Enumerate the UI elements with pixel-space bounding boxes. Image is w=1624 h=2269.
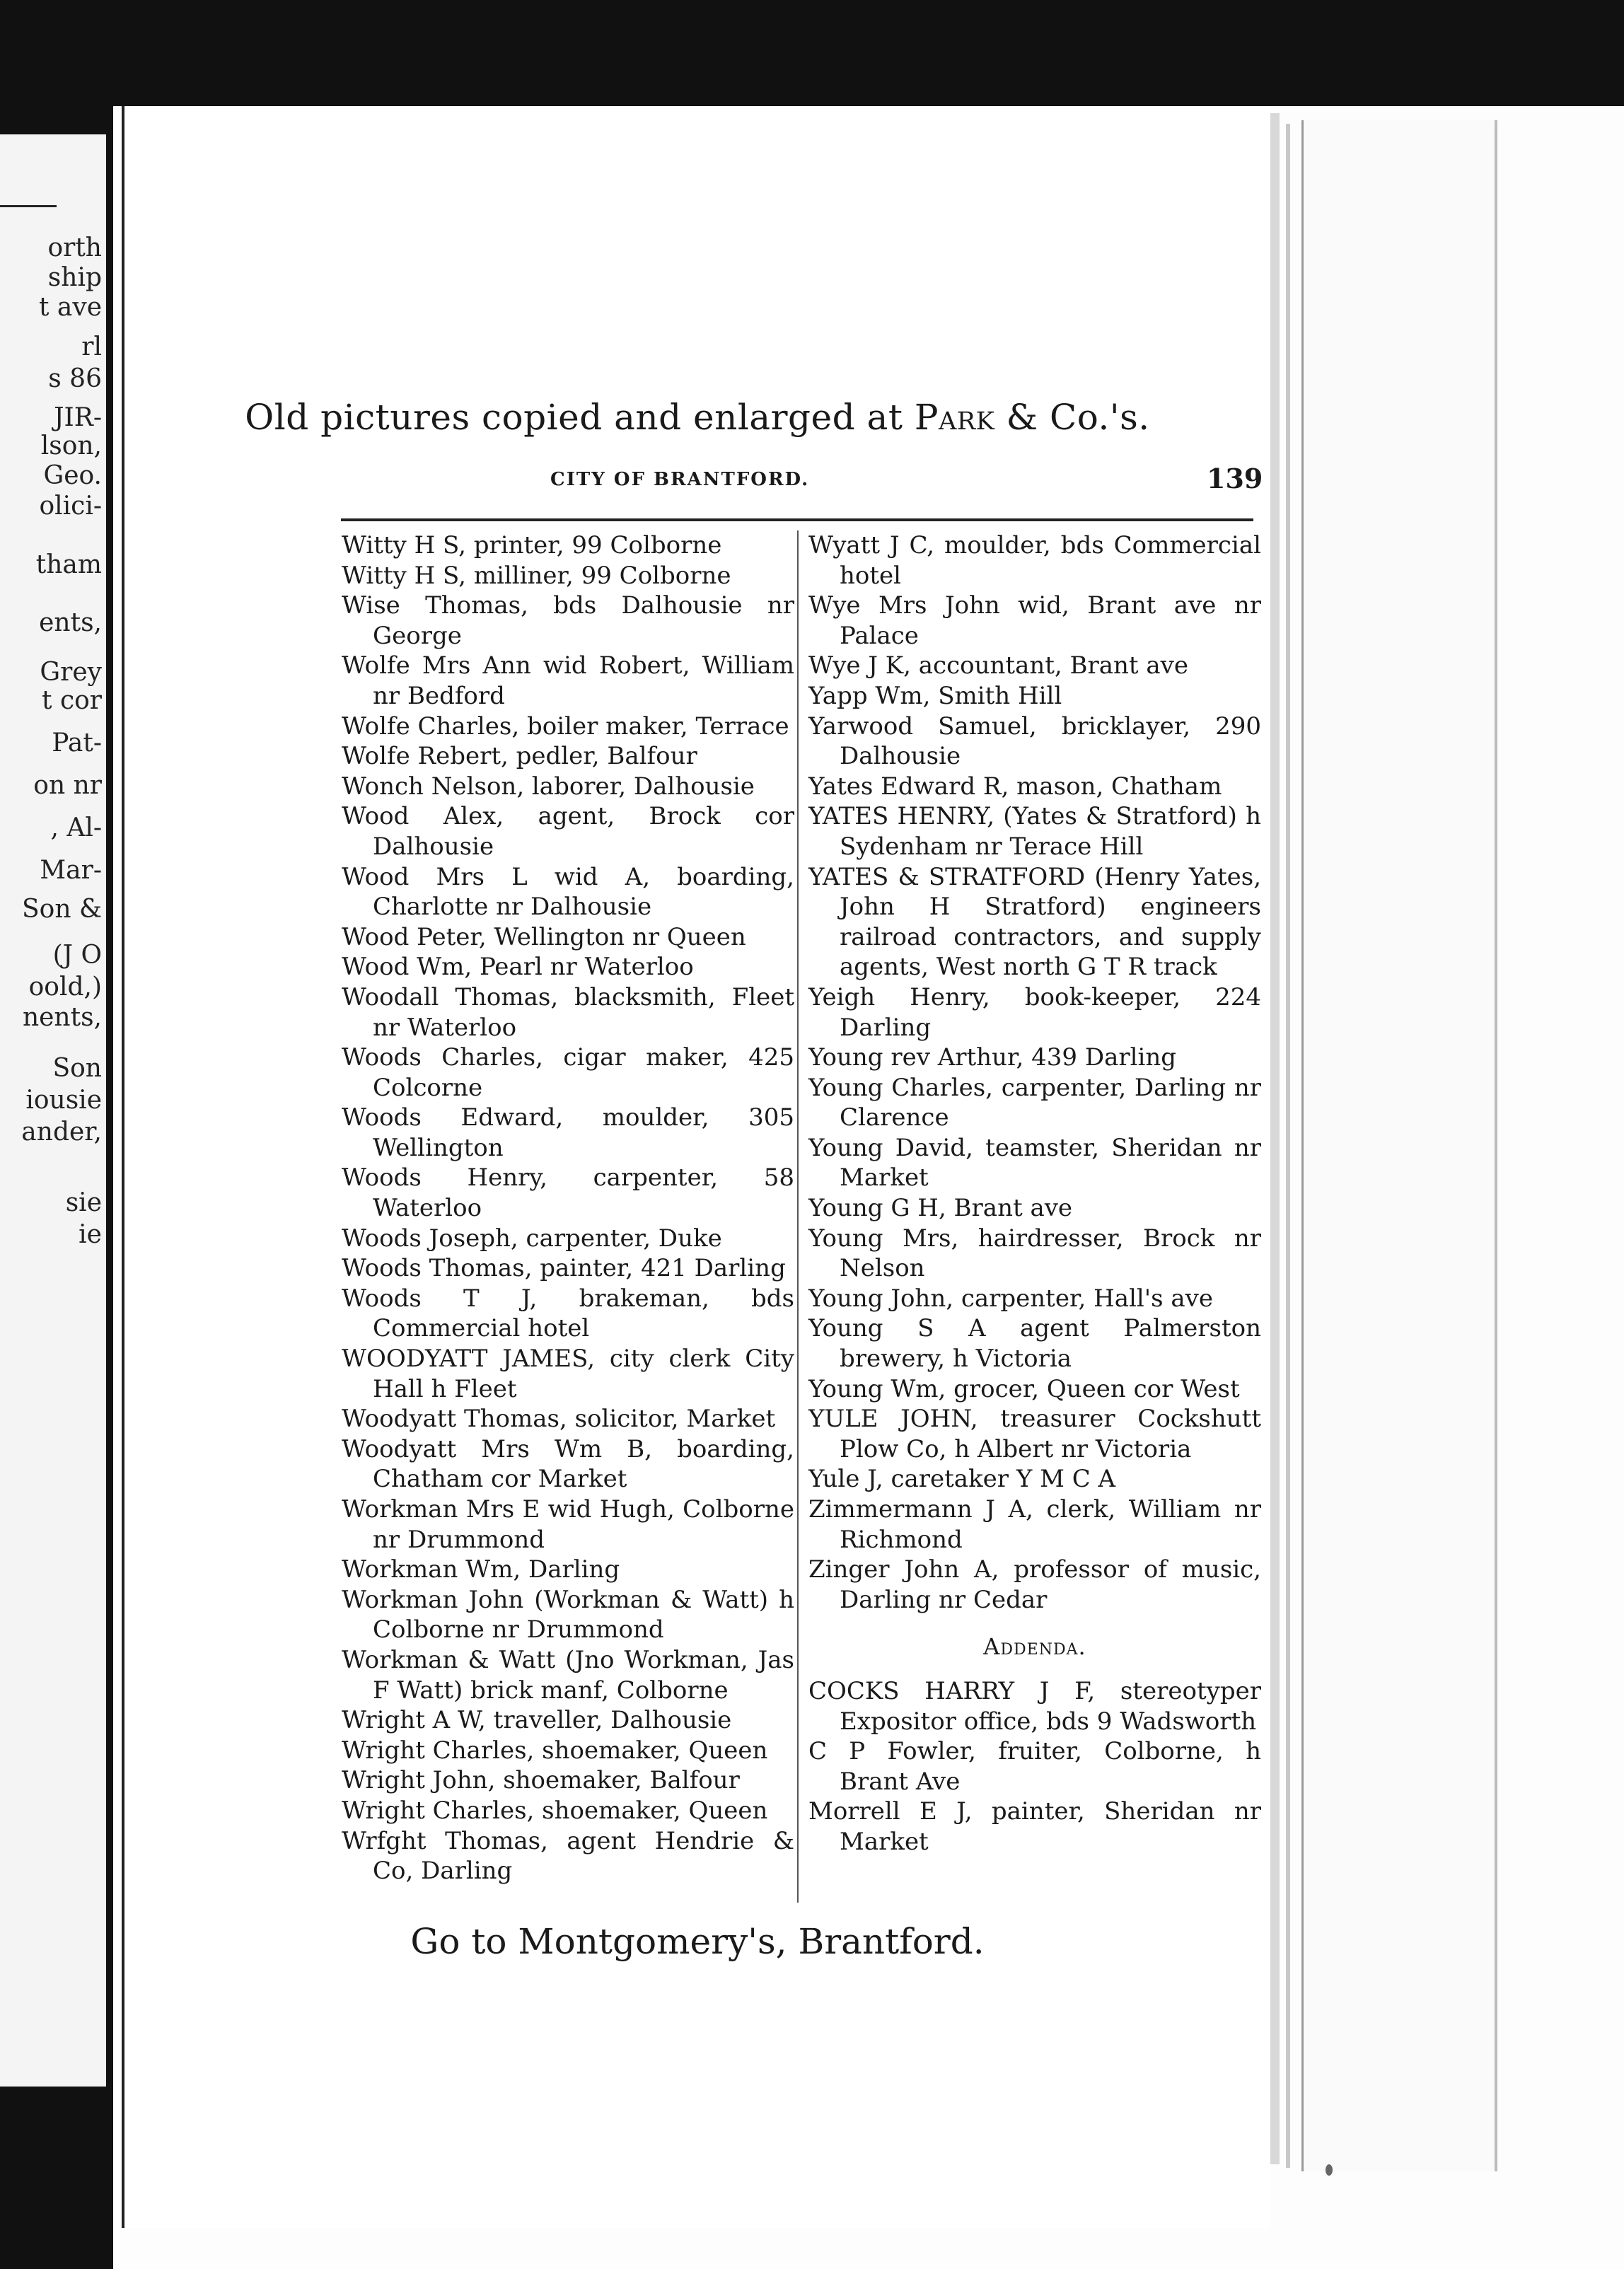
directory-entry: WOODYATT JAMES, city clerk City Hall h Fleet <box>342 1345 794 1403</box>
directory-entry: Wye Mrs John wid, Brant ave nr Palace <box>808 591 1261 650</box>
page-fragment-text: Son & <box>21 895 102 924</box>
directory-entry: Woodyatt Thomas, solicitor, Market <box>342 1405 776 1434</box>
directory-entry: Wright Charles, shoemaker, Queen <box>342 1736 768 1765</box>
directory-entry: Wrfght Thomas, agent Hendrie & Co, Darling <box>342 1826 794 1886</box>
page-fragment-text: iousie <box>25 1086 102 1115</box>
directory-entry: Wood Mrs L wid A, boarding, Charlotte nr Dalhousie <box>342 862 794 922</box>
directory-entry: Young Mrs, hairdresser, Brock nr Nelson <box>808 1224 1261 1283</box>
directory-entry: Wye J K, accountant, Brant ave <box>808 651 1188 680</box>
page-fragment-text: ie <box>79 1220 102 1249</box>
page-fragment-text: JIR- <box>54 403 102 432</box>
directory-entry: Wood Peter, Wellington nr Queen <box>342 922 746 951</box>
page-fragment-text: lson, <box>40 431 102 460</box>
adjacent-page-fragment <box>0 134 106 2087</box>
addenda-heading: Addenda. <box>983 1633 1086 1661</box>
directory-entry: Wolfe Charles, boiler maker, Terrace <box>342 712 789 741</box>
directory-entry: Young rev Arthur, 439 Darling <box>808 1043 1177 1072</box>
page-fragment-text: Pat- <box>52 729 102 758</box>
directory-entry: Yarwood Samuel, bricklayer, 290 Dalhousie <box>808 712 1261 771</box>
directory-entry: Workman Wm, Darling <box>342 1555 620 1584</box>
page-fragment-text: ander, <box>21 1118 102 1147</box>
directory-entry: Wise Thomas, bds Dalhousie nr George <box>342 591 794 650</box>
directory-entry: Wright Charles, shoemaker, Queen <box>342 1796 768 1825</box>
directory-entry: Yapp Wm, Smith Hill <box>808 681 1062 710</box>
next-page-edge <box>1301 120 1497 2171</box>
header-advertisement <box>124 397 1270 438</box>
directory-entry: Wood Wm, Pearl nr Waterloo <box>342 953 694 982</box>
left-column <box>342 530 794 1886</box>
directory-entry: Workman & Watt (Jno Workman, Jas F Watt) brick manf, Colborne <box>342 1645 794 1705</box>
directory-entry: Wood Alex, agent, Brock cor Dalhousie <box>342 802 794 861</box>
page-fragment-text: t cor <box>42 686 102 715</box>
directory-entry: Yates Edward R, mason, Chatham <box>808 772 1222 801</box>
directory-entry: Woods Joseph, carpenter, Duke <box>342 1224 722 1253</box>
directory-entry: Witty H S, milliner, 99 Colborne <box>342 561 731 590</box>
directory-entry: Wolfe Rebert, pedler, Balfour <box>342 742 697 771</box>
column-divider <box>797 530 799 1903</box>
directory-entry: Workman John (Workman & Watt) h Colborne nr Drummond <box>342 1585 794 1644</box>
directory-entry: Woods Thomas, painter, 421 Darling <box>342 1254 786 1283</box>
page-fragment-text: , Al- <box>50 813 102 842</box>
directory-entry: COCKS HARRY J F, stereotyper Expositor office, bds 9 Wadsworth <box>808 1676 1261 1736</box>
page-fragment-text: tham <box>35 550 102 579</box>
page-fragment-text: olici- <box>39 492 102 521</box>
directory-entry: Yule J, caretaker Y M C A <box>808 1465 1116 1494</box>
directory-entry: Workman Mrs E wid Hugh, Colborne nr Drummond <box>342 1495 794 1554</box>
ad-firm: Park <box>914 397 995 438</box>
directory-entry: Wolfe Mrs Ann wid Robert, William nr Bedford <box>342 651 794 710</box>
page-edge <box>1286 124 1290 2168</box>
directory-entry: Yeigh Henry, book-keeper, 224 Darling <box>808 982 1261 1042</box>
directory-entry: Young David, teamster, Sheridan nr Market <box>808 1133 1261 1192</box>
directory-entry: Young John, carpenter, Hall's ave <box>808 1284 1213 1313</box>
page-fragment-text: Son <box>52 1054 102 1083</box>
ad-suffix: & Co.'s. <box>994 397 1150 438</box>
directory-entry: Young G H, Brant ave <box>808 1194 1073 1223</box>
page-fragment-text: Grey <box>40 658 102 687</box>
footer-advertisement: Go to Montgomery's, Brantford. <box>410 1921 985 1962</box>
directory-entry: YATES HENRY, (Yates & Stratford) h Sydenham nr Terace Hill <box>808 802 1261 861</box>
right-column <box>808 530 1261 1857</box>
page-fragment-text: t ave <box>38 293 102 322</box>
fragment-rule <box>0 205 57 207</box>
page-fragment-text: ship <box>47 263 102 292</box>
directory-page <box>122 106 1270 2228</box>
page-edge <box>1270 113 1280 2164</box>
page-fragment-text: s 86 <box>48 364 102 393</box>
directory-entry: Woods Edward, moulder, 305 Wellington <box>342 1103 794 1162</box>
page-fragment-text: orth <box>47 233 102 262</box>
directory-entry: Woods T J, brakeman, bds Commercial hotel <box>342 1284 794 1343</box>
ad-prefix: Old pictures copied and enlarged at <box>245 397 915 438</box>
directory-entry: Zimmermann J A, clerk, William nr Richmond <box>808 1495 1261 1554</box>
directory-entry: Young Charles, carpenter, Darling nr Clarence <box>808 1073 1261 1132</box>
page-fragment-text: Geo. <box>43 461 102 490</box>
page-fragment-text: (J O <box>52 941 102 970</box>
page-fragment-text: rl <box>81 332 102 361</box>
directory-entry: Wonch Nelson, laborer, Dalhousie <box>342 772 755 801</box>
directory-entry: Woodyatt Mrs Wm B, boarding, Chatham cor Market <box>342 1434 794 1494</box>
ink-mark <box>1326 2164 1333 2176</box>
directory-entry: C P Fowler, fruiter, Colborne, h Brant Ave <box>808 1737 1261 1796</box>
directory-entry: Wyatt J C, moulder, bds Commercial hotel <box>808 531 1261 590</box>
directory-entry: YATES & STRATFORD (Henry Yates, John H Stratford) engineers railroad contractors, and supply agents, West north G T R track <box>808 862 1261 982</box>
directory-entry: Morrell E J, painter, Sheridan nr Market <box>808 1797 1261 1856</box>
page-fragment-text: Mar- <box>40 856 102 885</box>
directory-entry: Young Wm, grocer, Queen cor West <box>808 1374 1240 1403</box>
page-fragment-text: nents, <box>22 1003 102 1032</box>
directory-entry: Zinger John A, professor of music, Darling nr Cedar <box>808 1555 1261 1614</box>
directory-entry: Wright A W, traveller, Dalhousie <box>342 1706 732 1735</box>
directory-entry: Woods Henry, carpenter, 58 Waterloo <box>342 1163 794 1223</box>
directory-entry: Woods Charles, cigar maker, 425 Colcorne <box>342 1043 794 1102</box>
page-fragment-text: on nr <box>33 771 102 800</box>
scan-border-top <box>0 0 1624 106</box>
directory-entry: Witty H S, printer, 99 Colborne <box>342 531 722 559</box>
directory-entry: Woodall Thomas, blacksmith, Fleet nr Waterloo <box>342 982 794 1042</box>
directory-entry: Wright John, shoemaker, Balfour <box>342 1766 740 1795</box>
page-number: 139 <box>1207 463 1263 494</box>
directory-entry: Young S A agent Palmerston brewery, h Victoria <box>808 1314 1261 1374</box>
page-fragment-text: sie <box>65 1188 102 1217</box>
page-fragment-text: ents, <box>39 608 102 637</box>
header-rule <box>341 518 1253 521</box>
running-head: CITY OF BRANTFORD. <box>550 469 810 490</box>
directory-entry: YULE JOHN, treasurer Cockshutt Plow Co, h Albert nr Victoria <box>808 1405 1261 1463</box>
page-fragment-text: oold,) <box>28 973 102 1002</box>
